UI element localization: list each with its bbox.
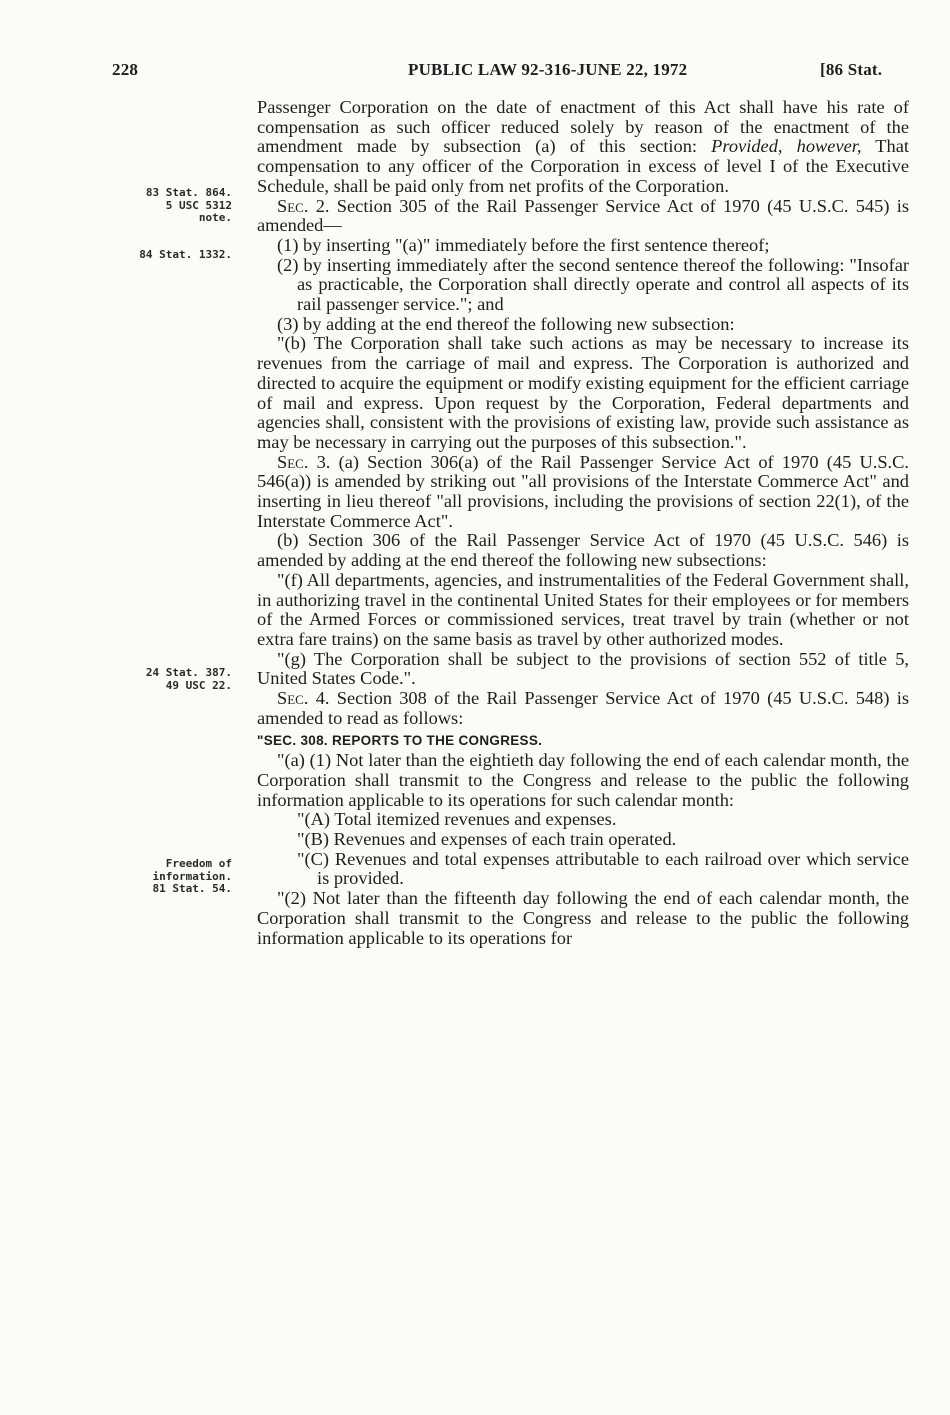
section-3: Sec. 3. (a) Section 306(a) of the Rail Passenger Service Act of 1970 (45 U.S.C. 546(a)) is amended by striking out "all provisions of the Interstate Commerce Act" and inserting in lieu thereof "all provisions, including the provisions of section 22(1), of the Interstate Commerce Act". bbox=[257, 451, 910, 531]
margin-note: 24 Stat. 387. 49 USC 22. bbox=[145, 666, 232, 692]
section-308-heading: "SEC. 308. REPORTS TO THE CONGRESS. bbox=[257, 732, 543, 748]
subsection-b: "(b) The Corporation shall take such actions as may be necessary to increase its revenues from the carriage of mail and express. The Corporation is authorized and directed to acquire the equipment or modify existing equipment for the efficient carriage of mail and express. Upon request by the Corporation, Federal departments and agencies shall, consistent with the provisions of existing law, provide such assistance as may be necessary in carrying out the purposes of this subsection.". bbox=[257, 333, 909, 452]
volume-reference: [86 Stat. bbox=[820, 60, 883, 79]
item-A: "(A) Total itemized revenues and expenses. bbox=[297, 809, 617, 830]
section-2: Sec. 2. Section 305 of the Rail Passenger Service Act of 1970 (45 U.S.C. 545) is amended— bbox=[257, 195, 909, 236]
page-number: 228 bbox=[112, 60, 139, 79]
clause-2: (2) by inserting immediately after the second sentence thereof the following: "Insofar as practicable, the Corporation shall directly operate and control all aspects of its rail passenger service."; and bbox=[277, 254, 909, 315]
running-title: PUBLIC LAW 92-316-JUNE 22, 1972 bbox=[408, 60, 688, 79]
statute-text bbox=[257, 98, 909, 948]
clause-3: (3) by adding at the end thereof the following new subsection: bbox=[277, 313, 735, 334]
item-B: "(B) Revenues and expenses of each train operated. bbox=[297, 829, 677, 850]
section-3-b: (b) Section 306 of the Rail Passenger Service Act of 1970 (45 U.S.C. 546) is amended by adding at the end thereof the following new subsections: bbox=[257, 530, 909, 571]
subsection-f: "(f) All departments, agencies, and instrumentalities of the Federal Government shall, in authorizing travel in the continental United States for their employees or for members of the Armed Forces or commissioned services, treat travel by train (whether or not extra fare trains) on the same basis as travel by other authorized modes. bbox=[257, 569, 909, 649]
subsection-a1: "(a) (1) Not later than the eightieth day following the end of each calendar month, the Corporation shall transmit to the Congress and release to the public the following information applicable to its operations for such calendar month: bbox=[257, 750, 909, 810]
subsection-g: "(g) The Corporation shall be subject to the provisions of section 552 of title 5, United States Code.". bbox=[257, 648, 909, 689]
section-4: Sec. 4. Section 308 of the Rail Passenger Service Act of 1970 (45 U.S.C. 548) is amended to read as follows: bbox=[257, 688, 909, 728]
margin-note: 84 Stat. 1332. bbox=[139, 248, 232, 261]
item-C: "(C) Revenues and total expenses attributable to each railroad over which service is provided. bbox=[297, 848, 909, 889]
margin-note: 83 Stat. 864. 5 USC 5312 note. bbox=[145, 186, 232, 224]
margin-note: Freedom of information. 81 Stat. 54. bbox=[152, 857, 232, 895]
subsection-a2: "(2) Not later than the fifteenth day following the end of each calendar month, the Corporation shall transmit to the Congress and release to the public the following information applicable to its operations for bbox=[257, 888, 909, 948]
paragraph: Passenger Corporation on the date of enactment of this Act shall have his rate of compensation as such officer reduced solely by reason of the enactment of the amendment made by subsection (a) of this section: Provided, however, That compensation to any officer of the Corporation in excess of level I of the Executive Schedule, shall be paid only from net profits of the Corporation. bbox=[257, 97, 909, 196]
clause-1: (1) by inserting "(a)" immediately before the first sentence thereof; bbox=[277, 234, 770, 255]
